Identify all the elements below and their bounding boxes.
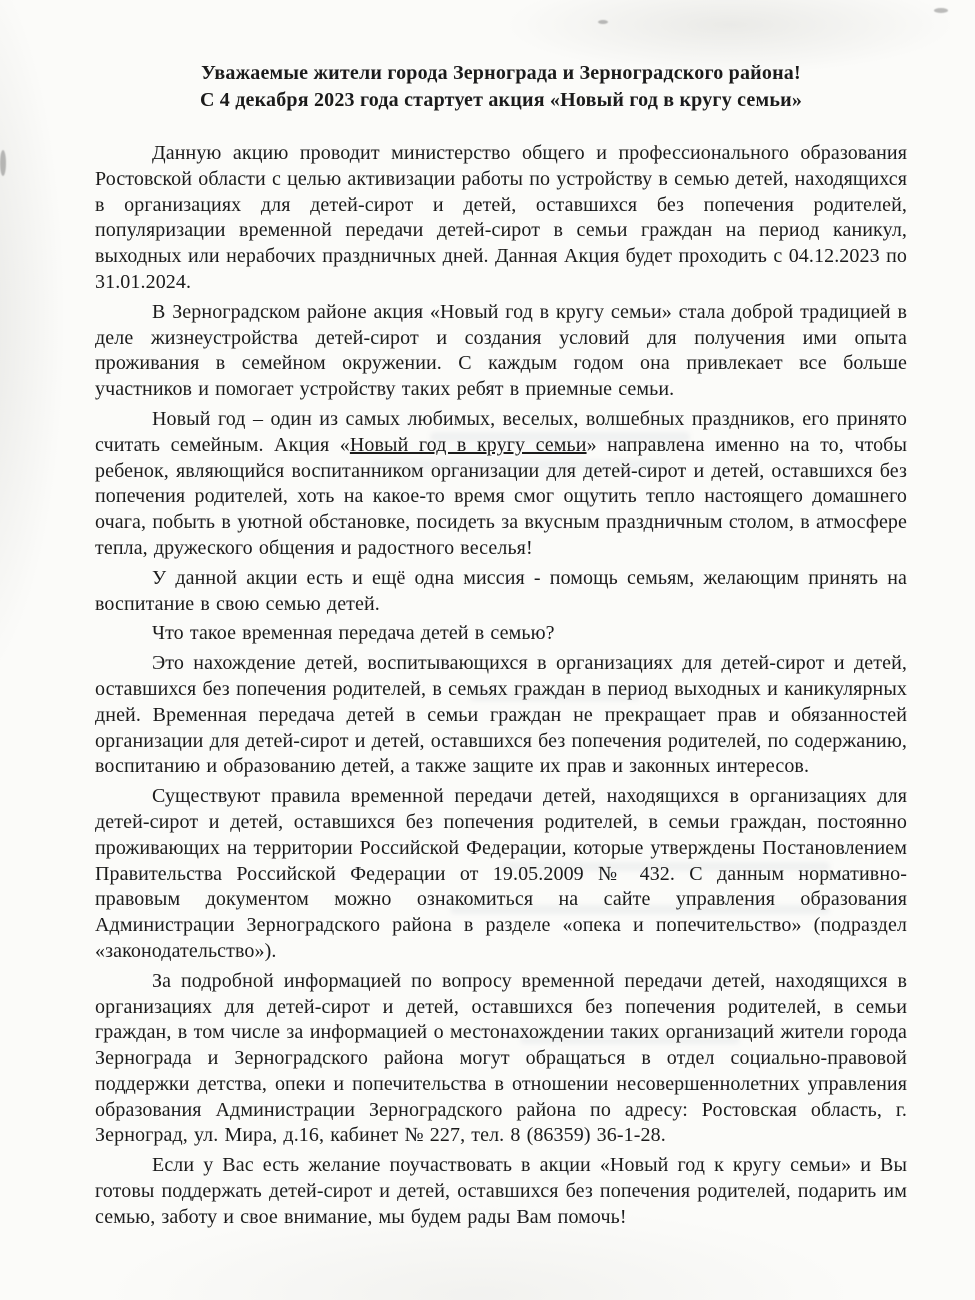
paragraph-district-tradition: В Зерноградском районе акция «Новый год в кругу семьи» стала доброй традицией в деле жизнеустройства детей-сирот и создания условий для получения ими опыта проживания в семейном окружении. С каждым годом она привлекает все больше участников и помогает устройству таких ребят в приемные семьи. — [95, 300, 907, 401]
paragraph-new-year-meaning — [95, 407, 907, 562]
underlined-campaign-name: Новый год в кругу семьи — [349, 433, 587, 456]
paragraph-text-segment: Новый год – один из самых любимых, веселых, волшебных праздников, его принято считать семейным. Акция « — [95, 407, 907, 456]
paragraph-second-mission: У данной акции есть и ещё одна миссия - помощь семьям, желающим принять на воспитание в свою семью детей. — [95, 566, 907, 615]
paragraph-definition: Это нахождение детей, воспитывающихся в организациях для детей-сирот и детей, оставшихся без попечения родителей, в семьях граждан в период выходных и каникулярных дней. Временная передача детей в семьи граждан не прекращает прав и обязанностей организации для детей-сирот и детей, оставшихся без попечения родителей, по содержанию, воспитанию и образованию детей, а также защите их прав и законных интересов. — [95, 652, 907, 778]
scan-speck — [0, 150, 6, 176]
paragraph-closing-invitation: Если у Вас есть желание поучаствовать в акции «Новый год к кругу семьи» и Вы готовы поддержать детей-сирот и детей, оставшихся без попечения родителей, подарить им семью, заботу и свое внимание, мы будем рады Вам помочь! — [95, 1154, 907, 1228]
document-title — [95, 60, 907, 114]
document-body — [95, 141, 907, 1231]
scan-speck — [934, 8, 948, 13]
title-line-2: С 4 декабря 2023 года стартует акция «Новый год в кругу семьи» — [199, 89, 803, 111]
paragraph-campaign-intro: Данную акцию проводит министерство общего и профессионального образования Ростовской области с целью активизации работы по устройству в семью детей, находящихся в организациях для детей-сирот и детей, оставшихся без попечения родителей, популяризации временной передачи детей-сирот в семьи граждан на период каникул, выходных или нерабочих праздничных дней. Данная Акция будет проходить с 04.12.2023 по 31.01.2024. — [95, 142, 907, 293]
paragraph-rules: Существуют правила временной передачи детей, находящихся в организациях для детей-сирот и детей, оставшихся без попечения родителей, в семьи граждан, постоянно проживающих на территории Российской Федерации, которые утверждены Постановлением Правительства Российской Федерации от 19.05.2009 № 432. С данным нормативно-правовым документом можно ознакомиться на сайте управления образования Администрации Зерноградского района в разделе «опека и попечительство» (подраздел «законодательство»). — [95, 785, 907, 962]
paragraph-question: Что такое временная передача детей в семью? — [152, 622, 555, 645]
document-content — [95, 60, 907, 1235]
paragraph-text-segment: » направлена именно на то, чтобы ребенок, являющийся воспитанником организации для детей-сирот и детей, оставшихся без попечения родителей, хоть на какое-то время смог ощутить тепло настоящего домашнего очага, побыть в уютной обстановке, посидеть за вкусным праздничным столом, в атмосфере тепла, дружеского общения и радостного веселья! — [95, 433, 907, 559]
paragraph-contact-info: За подробной информацией по вопросу временной передачи детей, находящихся в организациях для детей-сирот и детей, оставшихся без попечения родителей, в семьи граждан, в том числе за информацией о местонахождении таких организаций жители города Зернограда и Зерноградского района могут обращаться в отдел социально-правовой поддержки детства, опеки и попечительства в отношении несовершеннолетних управления образования Администрации Зерноградского района по адресу: Ростовская область, г. Зерноград, ул. Мира, д.16, кабинет № 227, тел. 8 (86359) 36-1-28. — [95, 969, 907, 1147]
title-line-1: Уважаемые жители города Зернограда и Зерноградского района! — [201, 62, 801, 84]
scan-speck — [598, 20, 608, 24]
